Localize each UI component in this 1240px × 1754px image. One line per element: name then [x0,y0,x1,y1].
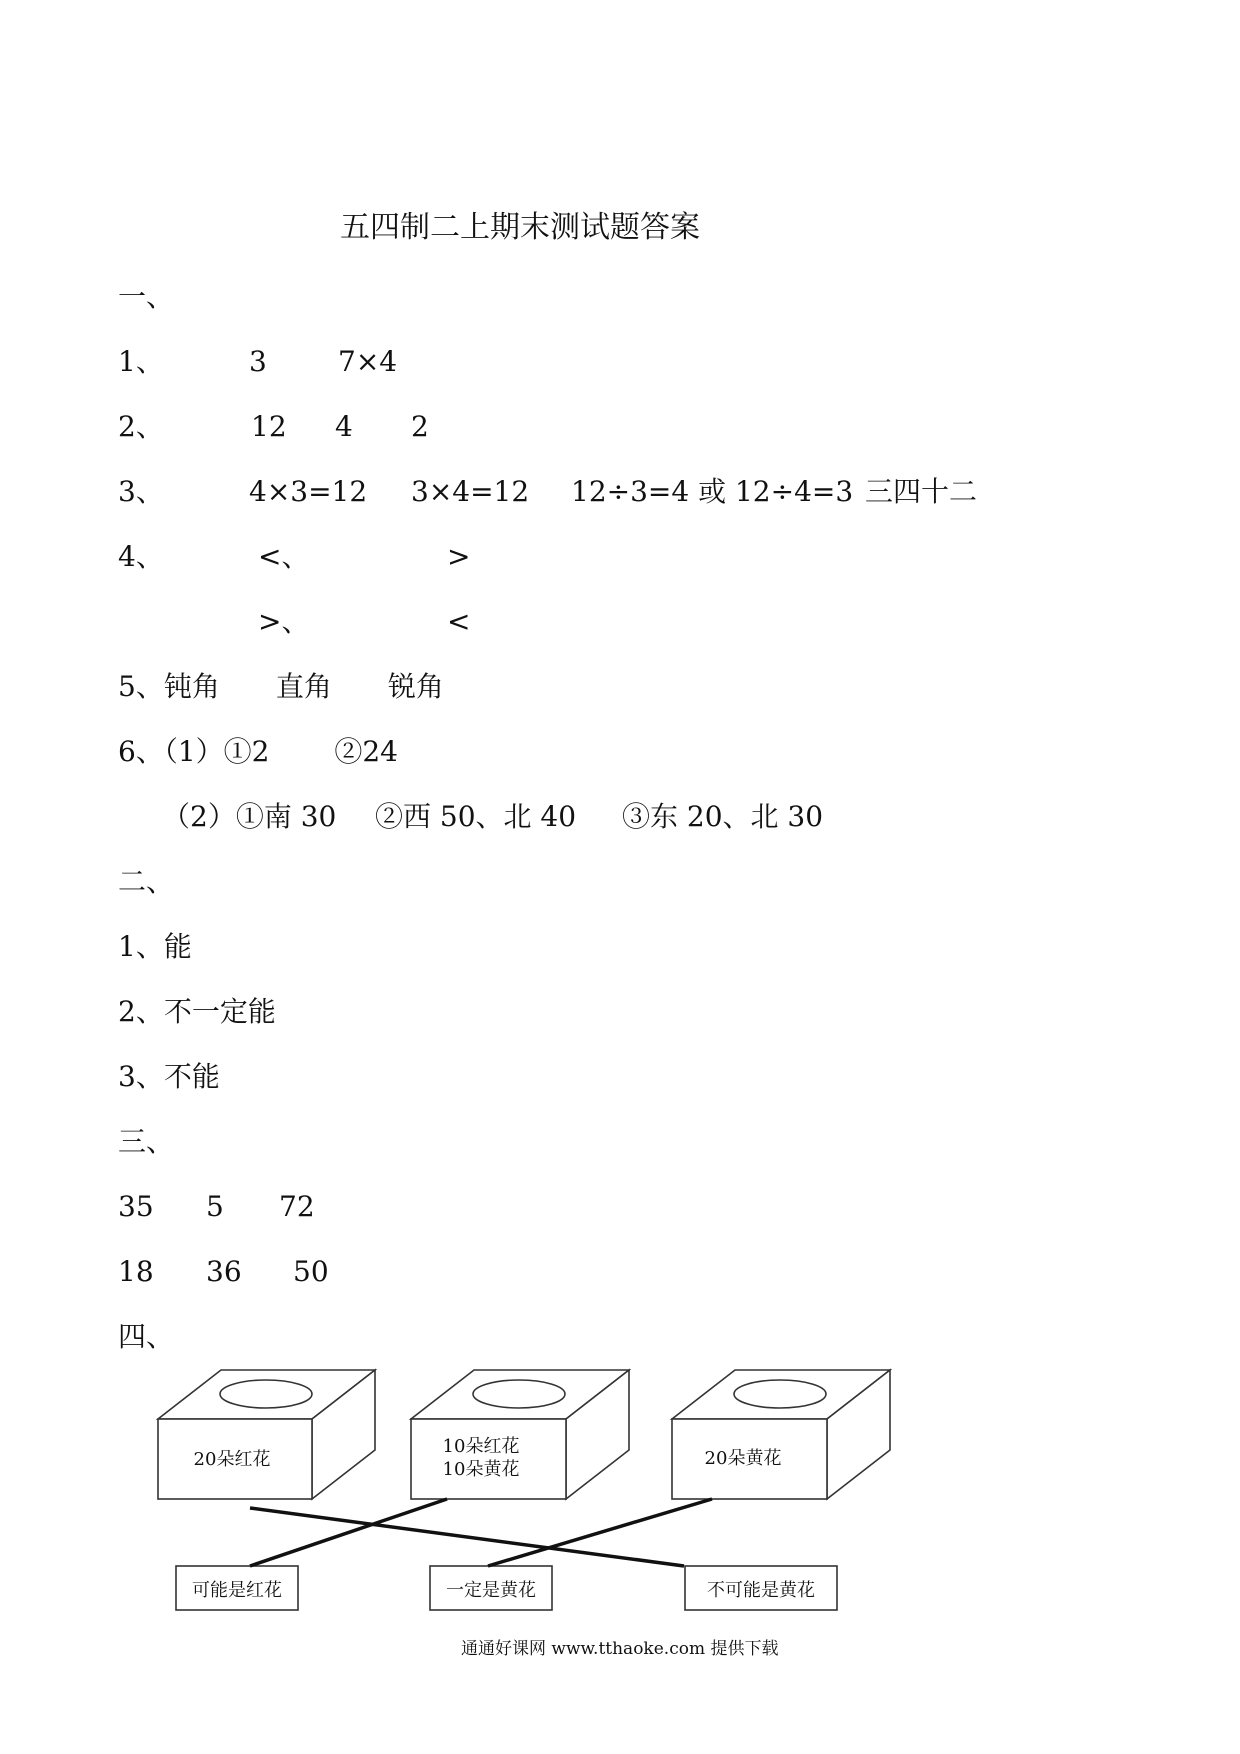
q2-answer-b: 4 [335,410,353,443]
q1-answer-a: 3 [249,345,267,378]
s3-value: 50 [293,1255,329,1288]
q6-part2-a: （2）①南 30 [162,800,337,833]
section-1-heading: 一、 [118,280,175,313]
flower-box-3 [672,1370,890,1499]
flower-box-1 [158,1370,375,1499]
label-3-text: 不可能是黄花 [707,1580,815,1601]
q3-answer-d: 三四十二 [865,475,978,508]
label-1-text: 可能是红花 [192,1580,282,1601]
q3-number: 3、 [118,475,164,508]
q6-part1: 6、（1）①2 ②24 [118,735,398,768]
box2-label-line1: 10朵红花 [442,1436,520,1457]
q3-answer-b: 3×4=12 [411,475,530,508]
match-line-box2 [250,1499,447,1566]
q6-part2-c: ③东 20、北 30 [622,800,824,833]
label-2-text: 一定是黄花 [446,1580,536,1601]
s3-value: 18 [118,1255,154,1288]
match-line-box1 [250,1508,684,1566]
q2-answer-a: 12 [251,410,287,443]
q5-answer: 5、钝角 直角 锐角 [118,670,444,703]
s3-value: 36 [206,1255,242,1288]
q1-answer-b: 7×4 [338,345,398,378]
q4-row2-b: < [447,605,471,638]
section-4-heading: 四、 [118,1320,175,1353]
q6-part2-b: ②西 50、北 40 [375,800,577,833]
s2-item: 1、能 [118,930,192,963]
q3-answer-a: 4×3=12 [249,475,368,508]
section-3-heading: 三、 [118,1125,175,1158]
box3-label: 20朵黄花 [704,1448,782,1469]
footer-credit: 通通好课网 www.tthaoke.com 提供下载 [461,1639,779,1659]
q1-number: 1、 [118,345,164,378]
s3-value: 72 [279,1190,315,1223]
q2-answer-c: 2 [411,410,429,443]
box2-label-line2: 10朵黄花 [442,1459,520,1480]
s3-value: 35 [118,1190,154,1223]
section-2-heading: 二、 [118,865,175,898]
s2-item: 3、不能 [118,1060,220,1093]
q4-row1-a: <、 [258,540,310,573]
s3-value: 5 [206,1190,224,1223]
s2-item: 2、不一定能 [118,995,276,1028]
q3-answer-c: 12÷3=4 或 12÷4=3 [571,475,854,508]
q4-number: 4、 [118,540,164,573]
q4-row2-a: >、 [258,605,310,638]
box1-label: 20朵红花 [193,1449,271,1470]
q4-row1-b: > [447,540,471,573]
q2-number: 2、 [118,410,164,443]
page-title: 五四制二上期末测试题答案 [340,210,700,245]
